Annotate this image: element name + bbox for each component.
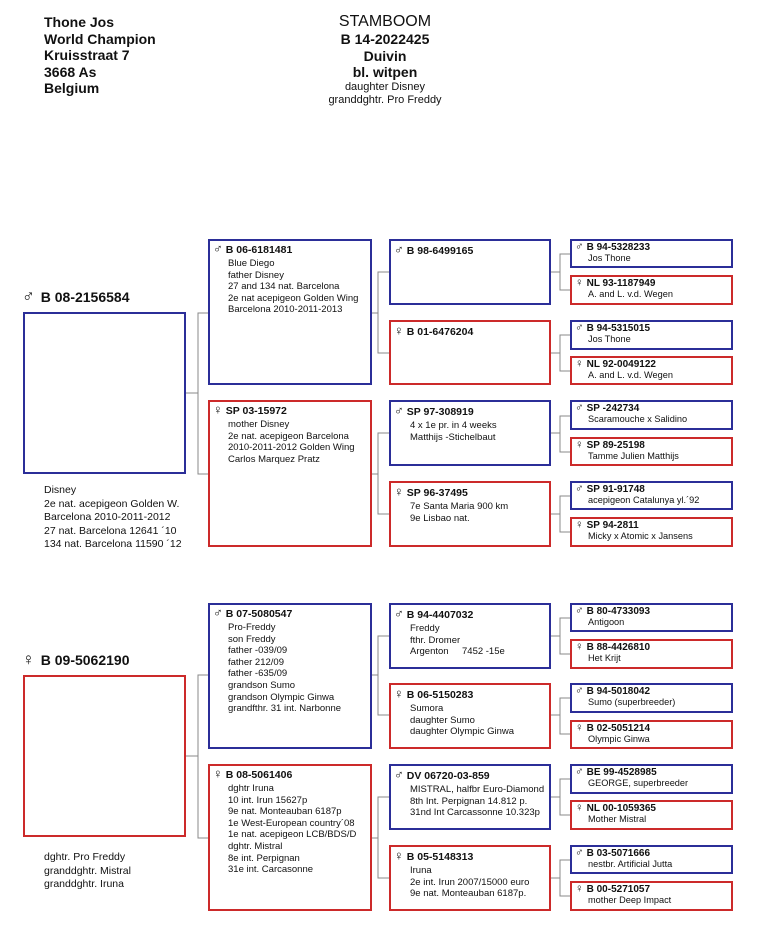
pedigree-box-dam-sire [208, 603, 372, 749]
document-title: STAMBOOM [338, 13, 432, 30]
dam-desc-line: granddghtr. Iruna [44, 878, 124, 890]
male-icon: ♂ [213, 241, 223, 256]
female-icon: ♀ [575, 358, 584, 370]
ring-number: B 00-5271057 [586, 884, 651, 895]
female-icon: ♀ [575, 883, 584, 895]
pedigree-box-dam-dam [208, 764, 372, 911]
owner-address [44, 14, 156, 97]
pigeon-sex: Duivin [363, 47, 407, 64]
info-line: Matthijs -Stichelbaut [410, 431, 496, 443]
pedigree-box-sire-dam [208, 400, 372, 547]
pedigree-box-gen3 [570, 320, 733, 350]
pigeon-color: bl. witpen [352, 64, 418, 80]
female-icon: ♀ [394, 323, 404, 338]
pigeon-ring: B 14-2022425 [340, 31, 430, 47]
pigeon-info-1: daughter Disney [344, 80, 426, 93]
ring-number: B 94-5018042 [586, 686, 651, 697]
pedigree-box-gen3 [570, 639, 733, 669]
female-icon: ♀ [575, 641, 584, 653]
male-icon: ♂ [575, 685, 584, 697]
ring-number: B 94-4407032 [406, 609, 474, 621]
ring-number: SP 94-2811 [586, 520, 639, 531]
info-line: dghtr. Mistral [228, 840, 283, 852]
info-line: Pro-Freddy [228, 622, 276, 633]
pedigree-box-gen3 [570, 275, 733, 305]
ring-number: B 06-5150283 [406, 689, 474, 701]
pedigree-box-gen3 [570, 517, 733, 547]
ring-number: NL 00-1059365 [586, 803, 656, 814]
sire-ring [22, 287, 130, 307]
ring-number: B 06-6181481 [225, 244, 293, 256]
ring-number: B 94-5328233 [586, 242, 651, 253]
owner-title: World Champion [44, 30, 156, 47]
ring-number: SP 91-91748 [586, 484, 645, 495]
pedigree-box-gen3 [570, 683, 733, 713]
male-icon: ♂ [394, 767, 404, 782]
ring-number: B 01-6476204 [406, 326, 474, 338]
owner-country: Belgium [44, 80, 100, 96]
info-line: nestbr. Artificial Jutta [588, 859, 673, 869]
info-line: 1e nat. acepigeon LCB/BDS/D [228, 829, 357, 841]
info-line: 27 and 134 nat. Barcelona [228, 281, 340, 293]
info-line: son Freddy [228, 633, 276, 645]
info-line: acepigeon Catalunya yl.´92 [588, 495, 700, 505]
sire-desc-line: 134 nat. Barcelona 11590 ´12 [44, 538, 182, 550]
pedigree-box-gen2 [389, 603, 551, 669]
dam-description [44, 851, 131, 892]
info-line: 31e int. Carcasonne [228, 864, 314, 876]
male-icon: ♂ [575, 241, 584, 253]
male-icon: ♂ [575, 483, 584, 495]
ring-number: BE 99-4528985 [586, 767, 657, 778]
info-line: Barcelona 2010-2011-2013 [228, 304, 343, 316]
pedigree-box-gen2 [389, 481, 551, 547]
male-icon: ♂ [575, 605, 584, 617]
female-icon: ♀ [394, 686, 404, 701]
pedigree-box-gen2 [389, 239, 551, 305]
female-icon: ♀ [575, 802, 584, 814]
female-icon: ♀ [22, 650, 35, 669]
info-line: father -635/09 [228, 668, 288, 680]
pedigree-box-gen2 [389, 845, 551, 911]
ring-number: B 08-5061406 [225, 769, 293, 781]
race-result: 7452 -15e [462, 646, 505, 658]
info-line: father -039/09 [228, 645, 288, 657]
info-line: mother Disney [228, 419, 290, 430]
sire-desc-line: 27 nat. Barcelona 12641 ´10 [44, 524, 177, 537]
dam-ring-number: B 09-5062190 [40, 652, 130, 668]
owner-street: Kruisstraat 7 [44, 47, 130, 63]
sire-description [44, 484, 182, 552]
info-line: Freddy [410, 623, 440, 634]
female-icon: ♀ [394, 484, 404, 499]
info-line: daughter Sumo [410, 714, 475, 726]
owner-name: Thone Jos [44, 14, 115, 30]
info-line: GEORGE, superbreeder [588, 778, 689, 788]
dam-desc-line: granddghtr. Mistral [44, 864, 131, 877]
info-line: 9e nat. Monteauban 6187p [228, 806, 342, 818]
female-icon: ♀ [575, 519, 584, 531]
info-line: grandson Sumo [228, 679, 296, 691]
info-line: Antigoon [588, 617, 625, 627]
pedigree-box-gen2 [389, 320, 551, 385]
info-line: father 212/09 [228, 656, 284, 668]
ring-number: B 88-4426810 [586, 642, 651, 653]
pedigree-header [300, 13, 470, 107]
info-line: 2e nat. acepigeon Barcelona [228, 430, 349, 442]
info-line: grandfthr. 31 int. Narbonne [228, 703, 342, 715]
ring-number: NL 93-1187949 [586, 278, 656, 289]
info-line: 31nd Int Carcassonne 10.323p [410, 807, 540, 819]
female-icon: ♀ [575, 722, 584, 734]
pedigree-box-gen3 [570, 481, 733, 510]
info-line: 7e Santa Maria 900 km [410, 501, 509, 512]
sire-photo [23, 312, 186, 474]
ring-number: B 94-5315015 [586, 323, 651, 334]
ring-number: B 05-5148313 [406, 851, 474, 863]
sire-desc-line: Disney [44, 484, 77, 496]
info-line: Jos Thone [588, 334, 631, 344]
pedigree-box-gen2 [389, 764, 551, 830]
pedigree-box-gen3 [570, 239, 733, 268]
pedigree-box-gen2 [389, 683, 551, 749]
female-icon: ♀ [394, 848, 404, 863]
pedigree-box-gen3 [570, 764, 733, 794]
pedigree-box-gen3 [570, 400, 733, 430]
dam-photo [23, 675, 186, 837]
race-place: Argenton [410, 646, 449, 658]
ring-number: SP 97-308919 [406, 406, 474, 418]
info-line: Sumora [410, 703, 444, 714]
dam-desc-line: dghtr. Pro Freddy [44, 851, 126, 863]
info-line: Micky x Atomic x Jansens [588, 531, 693, 541]
male-icon: ♂ [22, 287, 35, 306]
info-line: 4 x 1e pr. in 4 weeks [410, 420, 497, 431]
ring-number: NL 92-0049122 [586, 359, 656, 370]
pedigree-box-gen3 [570, 356, 733, 385]
info-line: father Disney [228, 269, 284, 281]
info-line: Jos Thone [588, 253, 631, 263]
info-line: daughter Olympic Ginwa [410, 726, 515, 738]
info-line: 9e nat. Monteauban 6187p. [410, 888, 527, 900]
info-line: Olympic Ginwa [588, 734, 650, 744]
pedigree-box-gen2 [389, 400, 551, 466]
ring-number: SP 96-37495 [406, 487, 468, 499]
ring-number: B 03-5071666 [586, 848, 651, 859]
ring-number: B 80-4733093 [586, 606, 651, 617]
info-line: 2e int. Irun 2007/15000 euro [410, 876, 530, 888]
ring-number: SP 89-25198 [586, 440, 645, 451]
info-line: 2010-2011-2012 Golden Wing [228, 442, 355, 454]
sire-ring-number: B 08-2156584 [40, 289, 130, 305]
male-icon: ♂ [394, 403, 404, 418]
info-line: Carlos Marquez Pratz [228, 453, 320, 465]
female-icon: ♀ [213, 766, 223, 781]
pedigree-box-gen3 [570, 720, 733, 749]
ring-number: B 07-5080547 [225, 608, 293, 620]
male-icon: ♂ [394, 606, 404, 621]
ring-number: SP 03-15972 [225, 405, 287, 417]
info-line: 1e West-European country´08 [228, 817, 355, 829]
ring-number: DV 06720-03-859 [406, 770, 490, 782]
male-icon: ♂ [213, 605, 223, 620]
info-line: Tamme Julien Matthijs [588, 451, 679, 461]
sire-desc-line: 2e nat. acepigeon Golden W. [44, 497, 180, 510]
info-line: 9e Lisbao nat. [410, 512, 470, 524]
info-line: A. and L. v.d. Wegen [588, 370, 673, 380]
pedigree-box-gen3 [570, 800, 733, 830]
pedigree-box-gen3 [570, 603, 733, 632]
info-line [391, 646, 549, 658]
male-icon: ♂ [575, 322, 584, 334]
info-line: Scaramouche x Salidino [588, 414, 688, 424]
info-line: Blue Diego [228, 258, 275, 269]
info-line: Het Krijt [588, 653, 621, 663]
ring-number: B 02-5051214 [586, 723, 651, 734]
male-icon: ♂ [394, 242, 404, 257]
info-line: Iruna [410, 865, 432, 876]
info-line: 8th Int. Perpignan 14.812 p. [410, 795, 528, 807]
info-line: A. and L. v.d. Wegen [588, 289, 673, 299]
info-line: 2e nat acepigeon Golden Wing [228, 292, 359, 304]
info-line: Mother Mistral [588, 814, 647, 824]
pedigree-box-gen3 [570, 845, 733, 874]
dam-ring [22, 650, 130, 670]
info-line: 8e int. Perpignan [228, 852, 300, 864]
ring-number: B 98-6499165 [406, 245, 474, 257]
ring-number: SP -242734 [586, 403, 640, 414]
info-line: 10 int. Irun 15627p [228, 794, 308, 806]
info-line: fthr. Dromer [410, 634, 461, 646]
female-icon: ♀ [575, 277, 584, 289]
pedigree-box-gen3 [570, 437, 733, 466]
male-icon: ♂ [575, 847, 584, 859]
info-line: grandson Olympic Ginwa [228, 691, 335, 703]
male-icon: ♂ [575, 766, 584, 778]
info-line: dghtr Iruna [228, 783, 274, 794]
male-icon: ♂ [575, 402, 584, 414]
female-icon: ♀ [213, 402, 223, 417]
info-line: Sumo (superbreeder) [588, 697, 676, 707]
female-icon: ♀ [575, 439, 584, 451]
pedigree-box-gen3 [570, 881, 733, 911]
pigeon-info-2: granddghtr. Pro Freddy [328, 93, 442, 106]
info-line: MISTRAL, halfbr Euro-Diamond [410, 784, 545, 795]
sire-desc-line: Barcelona 2010-2011-2012 [44, 511, 171, 523]
owner-city: 3668 As [44, 63, 97, 80]
info-line: mother Deep Impact [588, 895, 672, 905]
pedigree-box-sire-sire [208, 239, 372, 385]
